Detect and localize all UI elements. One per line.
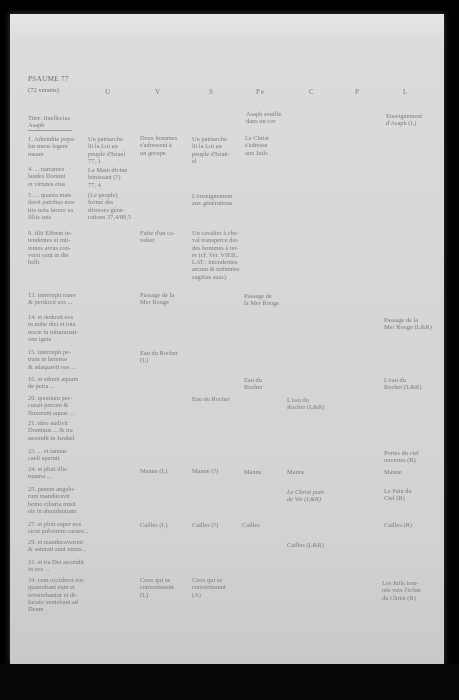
verse-4: 4. ... narrantes laudes Domini et virtutes eius [28,166,66,188]
cell-v16-pe: Eau du Rocher [244,377,263,392]
verse-9: 9. filii Effrem in- tendentes et mit- tentes arcus con- versi sunt in die belli [28,230,72,267]
column-header-c: C [309,88,315,96]
cell-v24-s: Manne (?) [192,468,219,475]
verse-14: 14. et deduxit eos in nube diei et tota nocte in inluminati- one ignis [28,314,79,343]
verse-5: 5. ... quanta man- davit patribus nos- tris nota facere ea filiis suis [28,192,76,221]
column-header-u: U [105,88,112,96]
cell-v16-l: L'eau du Rocher (L&R) [384,377,422,392]
page-subtitle: (72 versets) [28,87,59,94]
verse-1: 1. Adtendite popu- lus meus legem meam [28,136,76,158]
cell-v24-l: Manne [384,469,402,476]
cell-v27-s: Cailles (?) [192,522,219,529]
verse-34: 34. cum occideret eos quaerebant eum et revertebantur et di- luculo veniebant ad Deum [28,577,84,614]
cell-v27-l: Cailles (R) [384,522,412,529]
cell-v1-s: Un patriarche lit la Loi au peuple d'Israë- el [192,136,230,165]
column-header-l: L [403,88,409,96]
divider [28,130,72,131]
verse-31: 31. et ira Dei ascendit in eos ... [28,559,84,574]
cell-v29-c: Cailles (L&R) [287,542,324,549]
cell-v34-v: Ceux qui se convertissent (L) [140,577,174,599]
cell-v24-pe: Manne [244,469,262,476]
page-title: PSAUME 77 [28,75,69,83]
cell-v5-u: (Le peuple) formé des diverses géné- rations 37,4/89,5 [88,192,132,221]
cell-v14-l: Passage de la Mer Rouge (L&R) [384,317,432,332]
cell-v20-c: L'eau du Rocher (L&R) [287,397,325,412]
column-header-v: V [155,88,162,96]
column-header-p: P [355,88,360,96]
cell-v34-s: Ceux qui se convertissent (A) [192,577,226,599]
cell-v1-pe: Le Christ s'adresse aux Juifs [245,135,269,157]
cell-v34-l: Les Juifs tour- nés vers l'icône du Christ (R) [382,580,422,602]
film-edge [0,664,459,700]
verse-20: 20. quoniam per- cussit petram & fluxerunt aquae ... [28,395,75,417]
cell-v23-l: Portes du ciel ouvertes (R) [384,450,419,465]
cell-v27-pe: Cailles [242,522,260,529]
cell-v9-v: Fuite d'un ca- valier [140,230,175,245]
cell-v25-c: Le Christ pain de Vie (L&R) [287,489,324,504]
verse-16: 16. et eduxit aquam de petra ... [28,376,79,391]
verse-21: 21. ideo audivit Dominus ... & ira ascendit in Israhel [28,420,75,442]
cell-v13-pe: Passage de la Mer Rouge [244,293,280,308]
verse-27: 27. et pluit super eos sicut pulverem carnes... [28,521,89,536]
column-header-pe: Pe [256,88,265,96]
cell-v13-v: Passage de la Mer Rouge [140,292,175,307]
cell-v20-s: Eau du Rocher [192,396,230,403]
verse-13: 13. interrupit mare & perduxit eos ... [28,292,76,307]
cell-v24-c: Manne [287,469,305,476]
cell-v24-v: Manne (L) [140,468,168,475]
cell-v1-u: Un patriarche lit la Loi au peuple d'Israel 77, 1 [88,136,126,165]
cell-v9-s: Un cavalier à che- val transperce des des hommes à ter- re (cf. Ver. VIEIL. LAT.: intendentes arcum & mittentes sagittas suas). [192,230,240,281]
verse-23: 23. ... et ianuas caeli aperuit [28,448,67,463]
verse-25: 25. panem angelo- rum manducavit homo cibaria misit eis in abundantiam [28,486,77,515]
cell-v25-l: Le Pain du Ciel (R) [384,488,412,503]
verse-15: 15. interrupit pe- tram in heremo & adaquavit eos ... [28,349,76,371]
verse-24: 24. et pluit illis manna ... [28,466,67,481]
cell-titre: Titre: Intellectus Asaph [28,115,71,130]
cell-v5-s: L'enseignement aux générations [192,193,233,208]
cell-v4-u: La Main divine bénissant (?) 77, 4 [88,167,128,189]
document-sheet [10,14,444,664]
cell-v27-v: Cailles (L) [140,522,168,529]
cell-enseignement-asaph: Enseignement d'Asaph (L) [386,113,423,128]
verse-29: 29. et manducaverunt & saturati sunt nimis... [28,539,87,554]
column-header-s: S [209,88,214,96]
cell-v15-v: Eau du Rocher (L) [140,350,178,365]
cell-v1-v: Deux hommes s'adressent à un groupe [140,135,178,157]
cell-asaph-souffle: Asaph souffle dans un cor [246,111,282,126]
